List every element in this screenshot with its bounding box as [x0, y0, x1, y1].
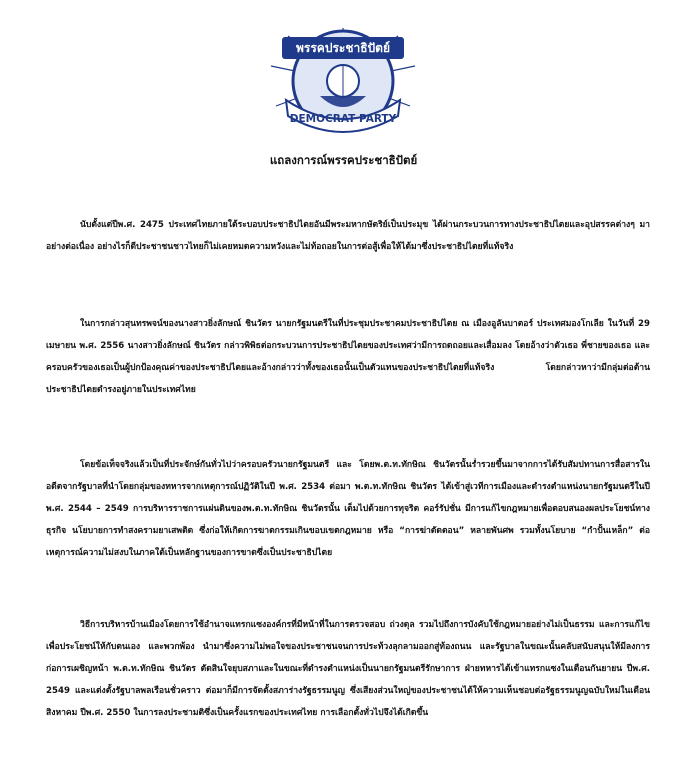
paragraph-4: วิธีการบริหารบ้านเมืองโดยการใช้อำนาจแทรกแซงองค์กรที่มีหน้าที่ในการตรวจสอบ ถ่วงดุล รวมไปถึงการบังคับใช้กฎหมายอย่างไม่เป็นธรรม และการแก้ไขเพื่อประโยชน์ให้กับตนเอง และพวกพ้อง นำมาซึ่งความไม่พอใจของประชาชนจนการประท้วงลุกลามออกสู่ท้องถนน และรัฐบาลในขณะนั้นคลับสนับสนุนให้มีลงการก่อการเผชิญหน้า พ.ต.ท.ทักษิณ ชินวัตร ตัดสินใจยุบสภาและในขณะที่ดำรงตำแหน่งเป็นนายกรัฐมนตรีรักษาการ ฝ่ายทหารได้เข้าแทรกแซงในเดือนกันยายน ปีพ.ศ. 2549 และแต่งตั้งรัฐบาลพลเรือนชั่วคราว ต่อมาก็มีการจัดตั้งสภาร่างรัฐธรรมนูญ ซึ่งเสียงส่วนใหญ่ของประชาชนได้ให้ความเห็นชอบต่อรัฐธรรมนูญฉบับใหม่ในเดือนสิงหาคม ปีพ.ศ. 2550 ในการลงประชามติซึ่งเป็นครั้งแรกของประเทศไทย การเลือกตั้งทั่วไปจึงได้เกิดขึ้น — [46, 620, 650, 718]
paragraph-3: โดยข้อเท็จจริงแล้วเป็นที่ประจักษ์กันทั่วไปว่าครอบครัวนายกรัฐมนตรี และ โดยพ.ต.ท.ทักษิณ ชินวัตรนั้นร่ำรวยขึ้นมาจากการได้รับสัมปทานการสื่อสารในอดีตจากรัฐบาลที่นำโดยกลุ่มของทหารจากเหตุการณ์ปฏิวัติในปี พ.ศ. 2534 ต่อมา พ.ต.ท.ทักษิณ ชินวัตร ได้เข้าสู่เวทีการเมืองและดำรงตำแหน่งนายกรัฐมนตรีในปี พ.ศ. 2544 – 2549 การบริหารราชการแผ่นดินของพ.ต.ท.ทักษิณ ชินวัตรนั้น เต็มไปด้วยการทุจริต คอร์รัปชั่น มีการแก้ไขกฎหมายเพื่อตอบสนองผลประโยชน์ทางธุรกิจ นโยบายการทำสงครามยาเสพติด ซึ่งก่อให้เกิดการฆาตกรรมเกินขอบเขตกฎหมาย หรือ “การฆ่าตัดตอน” หลายพันศพ รวมทั้งนโยบาย “กำปั้นเหล็ก” ต่อเหตุการณ์ความไม่สงบในภาคใต้เป็นหลักฐานของการขาดซึ่งเป็นประชาธิปไตย — [46, 460, 650, 558]
democrat-party-logo — [268, 26, 418, 136]
svg-text:DEMOCRAT PARTY: DEMOCRAT PARTY — [289, 113, 397, 125]
paragraph-1: นับตั้งแต่ปีพ.ศ. 2475 ประเทศไทยภายใต้ระบอบประชาธิปไตยอันมีพระมหากษัตริย์เป็นประมุข ได้ผ่านกระบวนการทางประชาธิปไตยและอุปสรรคต่างๆ มาอย่างต่อเนื่อง อย่างไรก็ดีประชาชนชาวไทยก็ไม่เคยหมดความหวังและไม่ท้อถอยในการต่อสู้เพื่อให้ได้มาซึ่งประชาธิปไตยที่แท้จริง — [46, 220, 650, 252]
svg-text:พรรคประชาธิปัตย์: พรรคประชาธิปัตย์ — [296, 41, 390, 55]
paragraph-2: ในการกล่าวสุนทรพจน์ของนางสาวยิ่งลักษณ์ ชินวัตร นายกรัฐมนตรีในที่ประชุมประชาคมประชาธิปไตย ณ เมืองอูลันบาตอร์ ประเทศมองโกเลีย ในวันที่ 29 เมษายน พ.ศ. 2556 นางสาวยิ่งลักษณ์ ชินวัตร กล่าวพิพิธต่อกระบวนการประชาธิปไตยของประเทศว่ามีการถดถอยและเสื่อมลง โดยอ้างว่าตัวเธอ พี่ชายของเธอ และครอบครัวของเธอเป็นผู้ปกป้องคุณค่าของประชาธิปไตยและอ้างกล่าวว่าทั้งของเธอนั้นเป็นตัวแทนของประชาธิปไตยที่แท้จริง โดยกล่าวหาว่ามีกลุ่มต่อต้านประชาธิปไตยดำรงอยู่ภายในประเทศไทย — [46, 319, 650, 395]
statement-title: แถลงการณ์พรรคประชาธิปัตย์ — [269, 153, 418, 167]
